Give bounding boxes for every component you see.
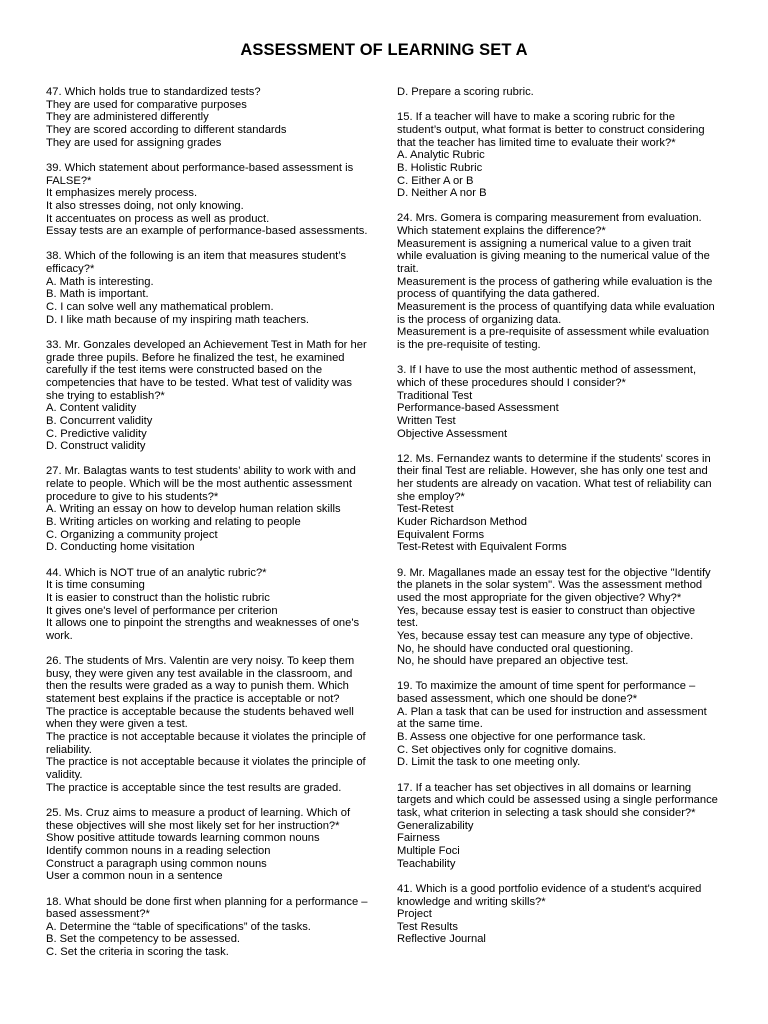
answer-option: The practice is not acceptable because it violates the principle of reliability. xyxy=(46,731,366,756)
question-block xyxy=(397,883,719,946)
answer-option: C. I can solve well any mathematical problem. xyxy=(46,301,274,314)
answer-option: A. Math is interesting. xyxy=(46,275,154,288)
answer-option: D. I like math because of my inspiring math teachers. xyxy=(46,313,310,326)
question-block xyxy=(397,567,719,668)
answer-option: Show positive attitude towards learning common nouns xyxy=(46,832,320,845)
question-block xyxy=(397,680,719,769)
answer-option: Kuder Richardson Method xyxy=(397,516,527,529)
answer-option: Generalizability xyxy=(397,819,474,832)
answer-option: B. Math is important. xyxy=(46,288,149,301)
answer-option: It gives one's level of performance per criterion xyxy=(46,604,278,617)
answer-option: Fairness xyxy=(397,832,440,845)
answer-option: Project xyxy=(397,908,432,921)
question-stem: 3. If I have to use the most authentic method of assessment, which of these procedures should I consider?* xyxy=(397,364,697,389)
question-stem: 17. If a teacher has set objectives in all domains or learning targets and which could be assessed using a single performance task, what criterion in selecting a task should she consider?* xyxy=(397,781,718,819)
answer-option: No, he should have prepared an objective test. xyxy=(397,655,629,668)
question-stem: 15. If a teacher will have to make a scoring rubric for the student’s output, what format is better to construct considering that the teacher has limited time to evaluate their work?* xyxy=(397,111,705,149)
answer-option: They are used for comparative purposes xyxy=(46,98,247,111)
question-stem: 12. Ms. Fernandez wants to determine if the students' scores in their final Test are reliable. However, she has only one test and her students are already on vacation. What test of reliability can she employ?* xyxy=(397,452,712,503)
question-block xyxy=(46,465,372,554)
answer-option: Construct a paragraph using common nouns xyxy=(46,857,267,870)
question-block xyxy=(397,86,719,99)
answer-option: It allows one to pinpoint the strengths and weaknesses of one's work. xyxy=(46,617,360,642)
question-stem: 47. Which holds true to standardized tests? xyxy=(46,86,261,98)
answer-option: C. Set the criteria in scoring the task. xyxy=(46,946,229,959)
answer-option: Test-Retest xyxy=(397,503,454,516)
answer-option: C. Either A or B xyxy=(397,174,474,187)
answer-option: D. Neither A nor B xyxy=(397,187,487,200)
answer-option: It also stresses doing, not only knowing. xyxy=(46,199,244,212)
answer-option: A. Content validity xyxy=(46,402,137,415)
answer-option: C. Set objectives only for cognitive domains. xyxy=(397,743,617,756)
question-block xyxy=(46,567,372,643)
answer-option: It is easier to construct than the holistic rubric xyxy=(46,591,270,604)
page-title: ASSESSMENT OF LEARNING SET A xyxy=(240,41,528,59)
answer-option: Teachability xyxy=(397,857,456,870)
answer-option: It is time consuming xyxy=(46,579,145,592)
answer-option: No, he should have conducted oral questioning. xyxy=(397,642,634,655)
answer-option: A. Analytic Rubric xyxy=(397,149,485,162)
question-block xyxy=(397,782,719,871)
question-block xyxy=(397,212,719,351)
answer-option: Essay tests are an example of performance-based assessments. xyxy=(46,225,368,238)
answer-option: A. Determine the “table of specifications” of the tasks. xyxy=(46,920,311,933)
answer-option: They are administered differently xyxy=(46,111,209,124)
answer-option: A. Plan a task that can be used for instruction and assessment at the same time. xyxy=(397,705,707,731)
answer-option: The practice is not acceptable because it violates the principle of validity. xyxy=(46,756,366,782)
answer-option: Objective Assessment xyxy=(397,427,508,440)
answer-option: They are scored according to different standards xyxy=(46,123,287,136)
right-column xyxy=(397,86,719,959)
answer-option: B. Assess one objective for one performance task. xyxy=(397,731,646,744)
answer-option: Traditional Test xyxy=(397,389,473,402)
answer-option: D. Conducting home visitation xyxy=(46,541,195,554)
answer-option: The practice is acceptable since the test results are graded. xyxy=(46,781,342,794)
answer-option: B. Set the competency to be assessed. xyxy=(46,933,241,946)
question-stem: 44. Which is NOT true of an analytic rubric?* xyxy=(46,566,267,579)
answer-option: Multiple Foci xyxy=(397,844,460,857)
question-block xyxy=(46,250,372,326)
question-stem: 18. What should be done first when planning for a performance – based assessment?* xyxy=(46,895,368,921)
question-block xyxy=(397,453,719,554)
answer-option: C. Organizing a community project xyxy=(46,528,218,541)
question-stem: 26. The students of Mrs. Valentin are very noisy. To keep them busy, they were given any test available in the classroom, and then the results were graded as a way to punish them. Which statement best explains if the practice is acceptable or not? xyxy=(46,655,355,706)
question-stem: 9. Mr. Magallanes made an essay test for the objective "Identify the planets in the solar system". Was the assessment method used the most appropriate for the given objective? Why?* xyxy=(397,566,711,604)
answer-option: It emphasizes merely process. xyxy=(46,187,198,200)
answer-option: Test-Retest with Equivalent Forms xyxy=(397,541,567,554)
answer-option: Measurement is the process of quantifying data while evaluation is the process of organizing data. xyxy=(397,301,715,326)
answer-option: Measurement is the process of gathering while evaluation is the process of quantifying the data gathered. xyxy=(397,275,713,301)
question-stem: 38. Which of the following is an item that measures student’s efficacy?* xyxy=(46,250,347,276)
question-block xyxy=(46,162,372,238)
question-block xyxy=(46,339,372,453)
answer-option: It accentuates on process as well as product. xyxy=(46,212,270,225)
left-column xyxy=(46,86,372,971)
question-stem: 41. Which is a good portfolio evidence of a student's acquired knowledge and writing skills?* xyxy=(397,882,702,908)
answer-option: B. Concurrent validity xyxy=(46,414,153,427)
answer-option: Reflective Journal xyxy=(397,933,486,946)
answer-option: D. Construct validity xyxy=(46,440,146,453)
answer-option: They are used for assigning grades xyxy=(46,136,222,149)
answer-option: D. Prepare a scoring rubric. xyxy=(397,86,534,98)
question-stem: 39. Which statement about performance-based assessment is FALSE?* xyxy=(46,161,354,187)
question-block xyxy=(397,111,719,200)
answer-option: Yes, because essay test is easier to construct than objective test. xyxy=(397,604,696,630)
answer-option: User a common noun in a sentence xyxy=(46,870,223,883)
answer-option: Measurement is a pre-requisite of assessment while evaluation is the pre-requisite of testing. xyxy=(397,326,710,351)
question-block xyxy=(46,807,372,883)
answer-option: Measurement is assigning a numerical value to a given trait while evaluation is giving meaning to the numerical value of the trait. xyxy=(397,237,710,276)
question-stem: 24. Mrs. Gomera is comparing measurement from evaluation. Which statement explains the difference?* xyxy=(397,212,702,238)
question-stem: 19. To maximize the amount of time spent for performance – based assessment, which one should be done?* xyxy=(397,680,696,706)
answer-option: Test Results xyxy=(397,920,458,933)
question-block xyxy=(46,86,372,149)
question-stem: 27. Mr. Balagtas wants to test students’ ability to work with and relate to people. Which will be the most authentic assessment procedure to give to his students?* xyxy=(46,465,356,503)
answer-option: Identify common nouns in a reading selection xyxy=(46,844,271,857)
answer-option: A. Writing an essay on how to develop human relation skills xyxy=(46,503,341,516)
question-block xyxy=(46,655,372,794)
answer-option: B. Holistic Rubric xyxy=(397,161,483,174)
answer-option: D. Limit the task to one meeting only. xyxy=(397,756,581,769)
question-stem: 33. Mr. Gonzales developed an Achievement Test in Math for her grade three pupils. Before he finalized the test, he examined carefully if the test items were constructed based on the competencies that have to be tested. What test of validity was she trying to establish?* xyxy=(46,338,367,402)
answer-option: Yes, because essay test can measure any type of objective. xyxy=(397,629,694,642)
question-block xyxy=(46,896,372,959)
question-block xyxy=(397,364,719,440)
answer-option: Performance-based Assessment xyxy=(397,402,559,415)
question-stem: 25. Ms. Cruz aims to measure a product of learning. Which of these objectives will she most likely set for her instruction?* xyxy=(46,806,351,832)
answer-option: Written Test xyxy=(397,414,456,427)
answer-option: The practice is acceptable because the students behaved well when they were given a test. xyxy=(46,705,354,731)
answer-option: C. Predictive validity xyxy=(46,427,147,440)
answer-option: Equivalent Forms xyxy=(397,528,485,541)
answer-option: B. Writing articles on working and relating to people xyxy=(46,516,301,529)
